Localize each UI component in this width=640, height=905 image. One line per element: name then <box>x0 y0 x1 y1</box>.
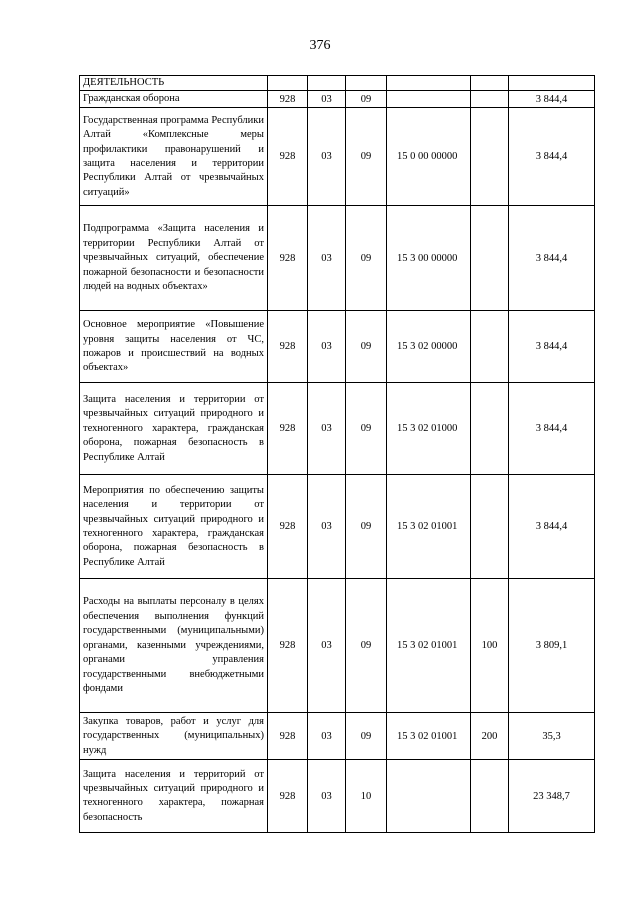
row-name: ДЕЯТЕЛЬНОСТЬ <box>80 76 268 91</box>
row-ved-code: 928 <box>268 579 308 713</box>
row-section-code: 03 <box>308 91 346 108</box>
table-row <box>80 713 595 760</box>
row-amount: 3 844,4 <box>509 475 595 579</box>
row-ved-code: 928 <box>268 108 308 206</box>
row-expense-type <box>471 760 509 833</box>
row-expense-type <box>471 206 509 311</box>
row-amount: 23 348,7 <box>509 760 595 833</box>
row-target-article <box>387 760 471 833</box>
row-subsection-code: 10 <box>346 760 387 833</box>
row-section-code: 03 <box>308 206 346 311</box>
row-subsection-code: 09 <box>346 713 387 760</box>
row-target-article <box>387 91 471 108</box>
row-expense-type <box>471 108 509 206</box>
row-subsection-code: 09 <box>346 206 387 311</box>
row-target-article: 15 0 00 00000 <box>387 108 471 206</box>
row-subsection-code: 09 <box>346 383 387 475</box>
row-subsection-code: 09 <box>346 311 387 383</box>
row-amount: 35,3 <box>509 713 595 760</box>
row-name: Закупка товаров, работ и услуг для государственных (муниципальных) нужд <box>80 713 268 760</box>
row-expense-type <box>471 91 509 108</box>
row-amount: 3 844,4 <box>509 91 595 108</box>
row-name: Расходы на выплаты персоналу в целях обеспечения выполнения функций государственными (муниципальными) органами, казенными учреждениями, органами управления государственными внебюджетными фондами <box>80 579 268 713</box>
row-section-code: 03 <box>308 713 346 760</box>
row-ved-code: 928 <box>268 713 308 760</box>
table-row <box>80 108 595 206</box>
row-name: Основное мероприятие «Повышение уровня защиты населения от ЧС, пожаров и происшествий на водных объектах» <box>80 311 268 383</box>
table-row <box>80 383 595 475</box>
row-expense-type <box>471 383 509 475</box>
row-section-code: 03 <box>308 760 346 833</box>
row-section-code: 03 <box>308 579 346 713</box>
row-expense-type: 200 <box>471 713 509 760</box>
row-target-article: 15 3 02 00000 <box>387 311 471 383</box>
row-target-article: 15 3 02 01001 <box>387 475 471 579</box>
row-target-article <box>387 76 471 91</box>
table-row <box>80 311 595 383</box>
table-row <box>80 91 595 108</box>
row-name: Защита населения и территорий от чрезвычайных ситуаций природного и техногенного характера, пожарная безопасность <box>80 760 268 833</box>
row-subsection-code: 09 <box>346 475 387 579</box>
row-amount: 3 844,4 <box>509 108 595 206</box>
row-amount: 3 809,1 <box>509 579 595 713</box>
row-subsection-code <box>346 76 387 91</box>
row-amount: 3 844,4 <box>509 383 595 475</box>
row-subsection-code: 09 <box>346 579 387 713</box>
row-target-article: 15 3 02 01001 <box>387 579 471 713</box>
row-name: Мероприятия по обеспечению защиты населения и территории от чрезвычайных ситуаций природного и техногенного характера, гражданская оборона, пожарная безопасность в Республике Алтай <box>80 475 268 579</box>
row-expense-type: 100 <box>471 579 509 713</box>
row-ved-code <box>268 76 308 91</box>
row-ved-code: 928 <box>268 206 308 311</box>
row-section-code: 03 <box>308 475 346 579</box>
row-name: Гражданская оборона <box>80 91 268 108</box>
row-target-article: 15 3 00 00000 <box>387 206 471 311</box>
row-subsection-code: 09 <box>346 108 387 206</box>
row-amount: 3 844,4 <box>509 206 595 311</box>
row-name: Защита населения и территории от чрезвычайных ситуаций природного и техногенного характера, гражданская оборона, пожарная безопасность в Республике Алтай <box>80 383 268 475</box>
row-name: Государственная программа Республики Алтай «Комплексные меры профилактики правонарушений и защита населения и территории Республики Алтай от чрезвычайных ситуаций» <box>80 108 268 206</box>
row-section-code <box>308 76 346 91</box>
budget-table <box>79 75 595 833</box>
row-section-code: 03 <box>308 311 346 383</box>
row-ved-code: 928 <box>268 91 308 108</box>
row-section-code: 03 <box>308 108 346 206</box>
row-expense-type <box>471 475 509 579</box>
table-row <box>80 579 595 713</box>
row-expense-type <box>471 311 509 383</box>
page-number: 376 <box>309 38 331 53</box>
row-section-code: 03 <box>308 383 346 475</box>
table-row <box>80 760 595 833</box>
row-subsection-code: 09 <box>346 91 387 108</box>
row-expense-type <box>471 76 509 91</box>
table-row <box>80 206 595 311</box>
row-ved-code: 928 <box>268 383 308 475</box>
row-amount <box>509 76 595 91</box>
table-row <box>80 76 595 91</box>
row-amount: 3 844,4 <box>509 311 595 383</box>
row-ved-code: 928 <box>268 475 308 579</box>
row-ved-code: 928 <box>268 311 308 383</box>
row-ved-code: 928 <box>268 760 308 833</box>
row-target-article: 15 3 02 01001 <box>387 713 471 760</box>
table-row <box>80 475 595 579</box>
row-target-article: 15 3 02 01000 <box>387 383 471 475</box>
row-name: Подпрограмма «Защита населения и территории Республики Алтай от чрезвычайных ситуаций, обеспечение пожарной безопасности и безопасности людей на водных объектах» <box>80 206 268 311</box>
